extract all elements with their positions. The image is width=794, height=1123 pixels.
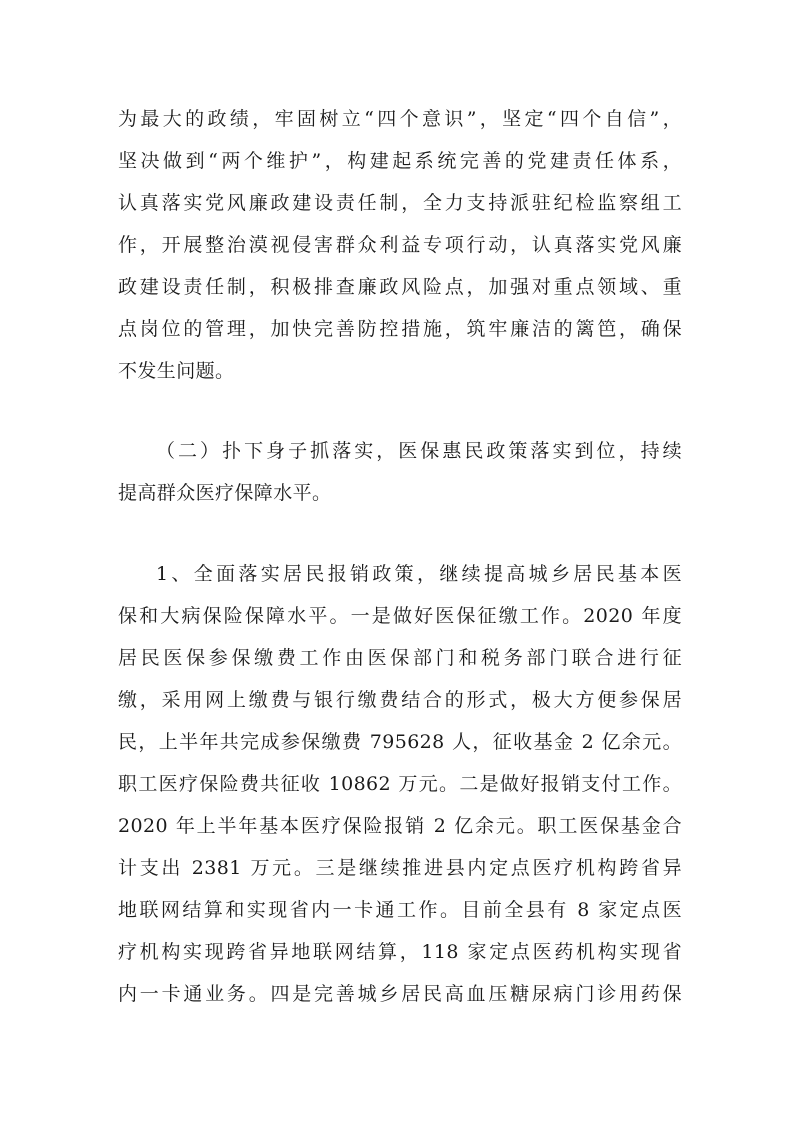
text-line: 职工医疗保险费共征收 10862 万元。二是做好报销支付工作。 xyxy=(118,773,682,795)
text-line: 政建设责任制，积极排查廉政风险点，加强对重点领域、重 xyxy=(118,276,682,298)
section-heading-line: 提高群众医疗保障水平。 xyxy=(118,482,332,504)
text-line: 居民医保参保缴费工作由医保部门和税务部门联合进行征 xyxy=(118,647,682,669)
text-line: 民，上半年共完成参保缴费 795628 人，征收基金 2 亿余元。 xyxy=(118,731,682,753)
text-line: 内一卡通业务。四是完善城乡居民高血压糖尿病门诊用药保 xyxy=(118,983,682,1005)
text-line: 作，开展整治漠视侵害群众利益专项行动，认真落实党风廉 xyxy=(118,234,682,256)
text-line: 不发生问题。 xyxy=(118,360,235,382)
text-line: 认真落实党风廉政建设责任制，全力支持派驻纪检监察组工 xyxy=(118,192,682,214)
section-heading-line: （二）扑下身子抓落实，医保惠民政策落实到位，持续 xyxy=(156,440,682,462)
text-line: 2020 年上半年基本医疗保险报销 2 亿余元。职工医保基金合 xyxy=(118,815,682,837)
text-line: 疗机构实现跨省异地联网结算，118 家定点医药机构实现省 xyxy=(118,941,682,963)
text-line: 计支出 2381 万元。三是继续推进县内定点医疗机构跨省异 xyxy=(118,857,682,879)
text-line: 1、全面落实居民报销政策，继续提高城乡居民基本医 xyxy=(156,563,682,585)
text-line: 点岗位的管理，加快完善防控措施，筑牢廉洁的篱笆，确保 xyxy=(118,318,682,340)
text-line: 坚决做到“两个维护”，构建起系统完善的党建责任体系， xyxy=(118,150,682,172)
text-line: 地联网结算和实现省内一卡通工作。目前全县有 8 家定点医 xyxy=(118,899,682,921)
text-line: 为最大的政绩，牢固树立“四个意识”，坚定“四个自信”， xyxy=(118,108,682,130)
text-line: 缴，采用网上缴费与银行缴费结合的形式，极大方便参保居 xyxy=(118,689,682,711)
text-line: 保和大病保险保障水平。一是做好医保征缴工作。2020 年度 xyxy=(118,605,682,627)
